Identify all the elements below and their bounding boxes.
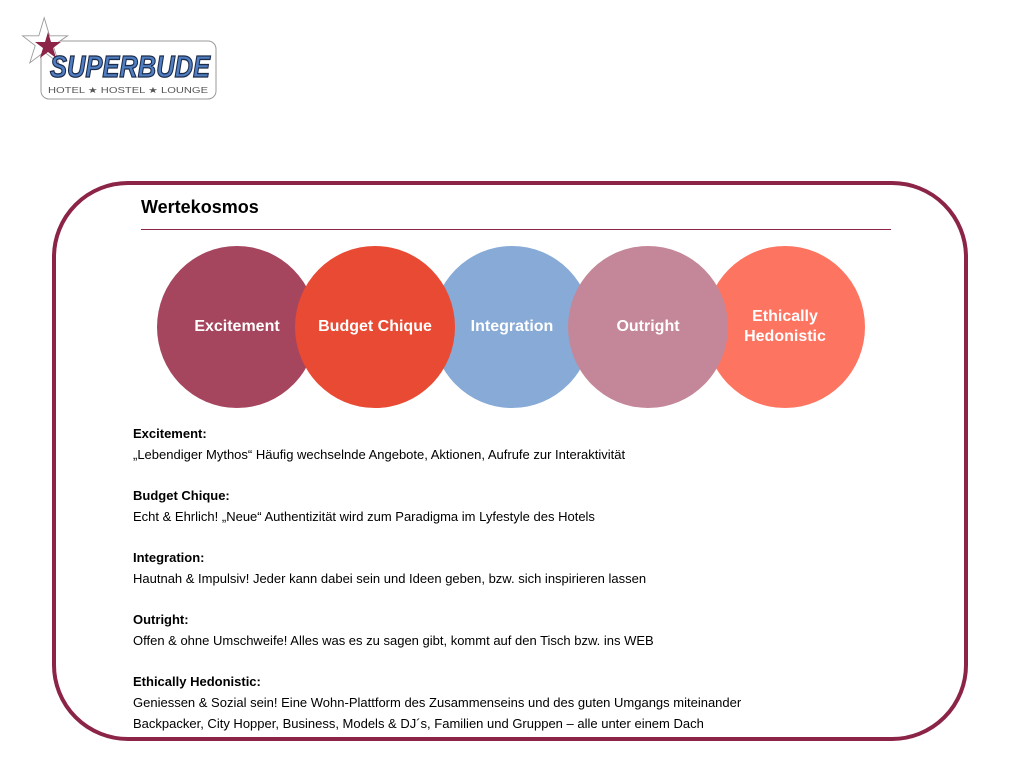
description-title: Excitement:: [133, 426, 207, 441]
description-budget-chique: [133, 486, 933, 527]
description-text: Hautnah & Impulsiv! Jeder kann dabei sein und Ideen geben, bzw. sich inspirieren lassen: [133, 571, 647, 586]
description-title: Budget Chique:: [133, 488, 230, 503]
description-text: Geniessen & Sozial sein! Eine Wohn-Plattform des Zusammenseins und des guten Umgangs miteinander: [133, 695, 742, 710]
description-title: Integration:: [133, 550, 205, 565]
circle-label-budget-chique: Budget Chique: [318, 318, 432, 335]
description-title: Ethically Hedonistic:: [133, 674, 261, 689]
title-divider: [141, 229, 891, 230]
description-outright: [133, 610, 933, 651]
description-integration: [133, 548, 933, 589]
description-text: Backpacker, City Hopper, Business, Models & DJ´s, Familien und Gruppen – alle unter einem Dach: [133, 716, 704, 731]
value-descriptions: [133, 424, 933, 755]
circle-label-integration: Integration: [470, 318, 554, 335]
values-circles: [155, 246, 867, 410]
circle-outright: [568, 246, 728, 408]
circle-excitement: [157, 246, 317, 408]
logo-tagline: HOTEL ★ HOSTEL ★ LOUNGE: [48, 85, 209, 95]
description-text: Offen & ohne Umschweife! Alles was es zu sagen gibt, kommt auf den Tisch bzw. ins WEB: [133, 633, 654, 648]
circle-ethically-hedonistic: [705, 246, 865, 408]
description-excitement: [133, 424, 933, 465]
circle-label-outright: Outright: [616, 318, 680, 335]
description-text: Echt & Ehrlich! „Neue“ Authentizität wird zum Paradigma im Lyfestyle des Hotels: [133, 509, 595, 524]
description-title: Outright:: [133, 612, 189, 627]
description-ethically-hedonistic: [133, 672, 933, 734]
circle-label-excitement: Excitement: [194, 318, 280, 335]
circle-budget-chique: [295, 246, 455, 408]
slide-title: Wertekosmos: [141, 197, 259, 217]
superbude-logo: [14, 12, 220, 104]
circle-label-ethically-hedonistic: Ethically Hedonistic: [744, 308, 826, 345]
description-text: „Lebendiger Mythos“ Häufig wechselnde Angebote, Aktionen, Aufrufe zur Interaktivität: [133, 447, 626, 462]
logo-wordmark: SUPERBUDE: [50, 49, 212, 84]
